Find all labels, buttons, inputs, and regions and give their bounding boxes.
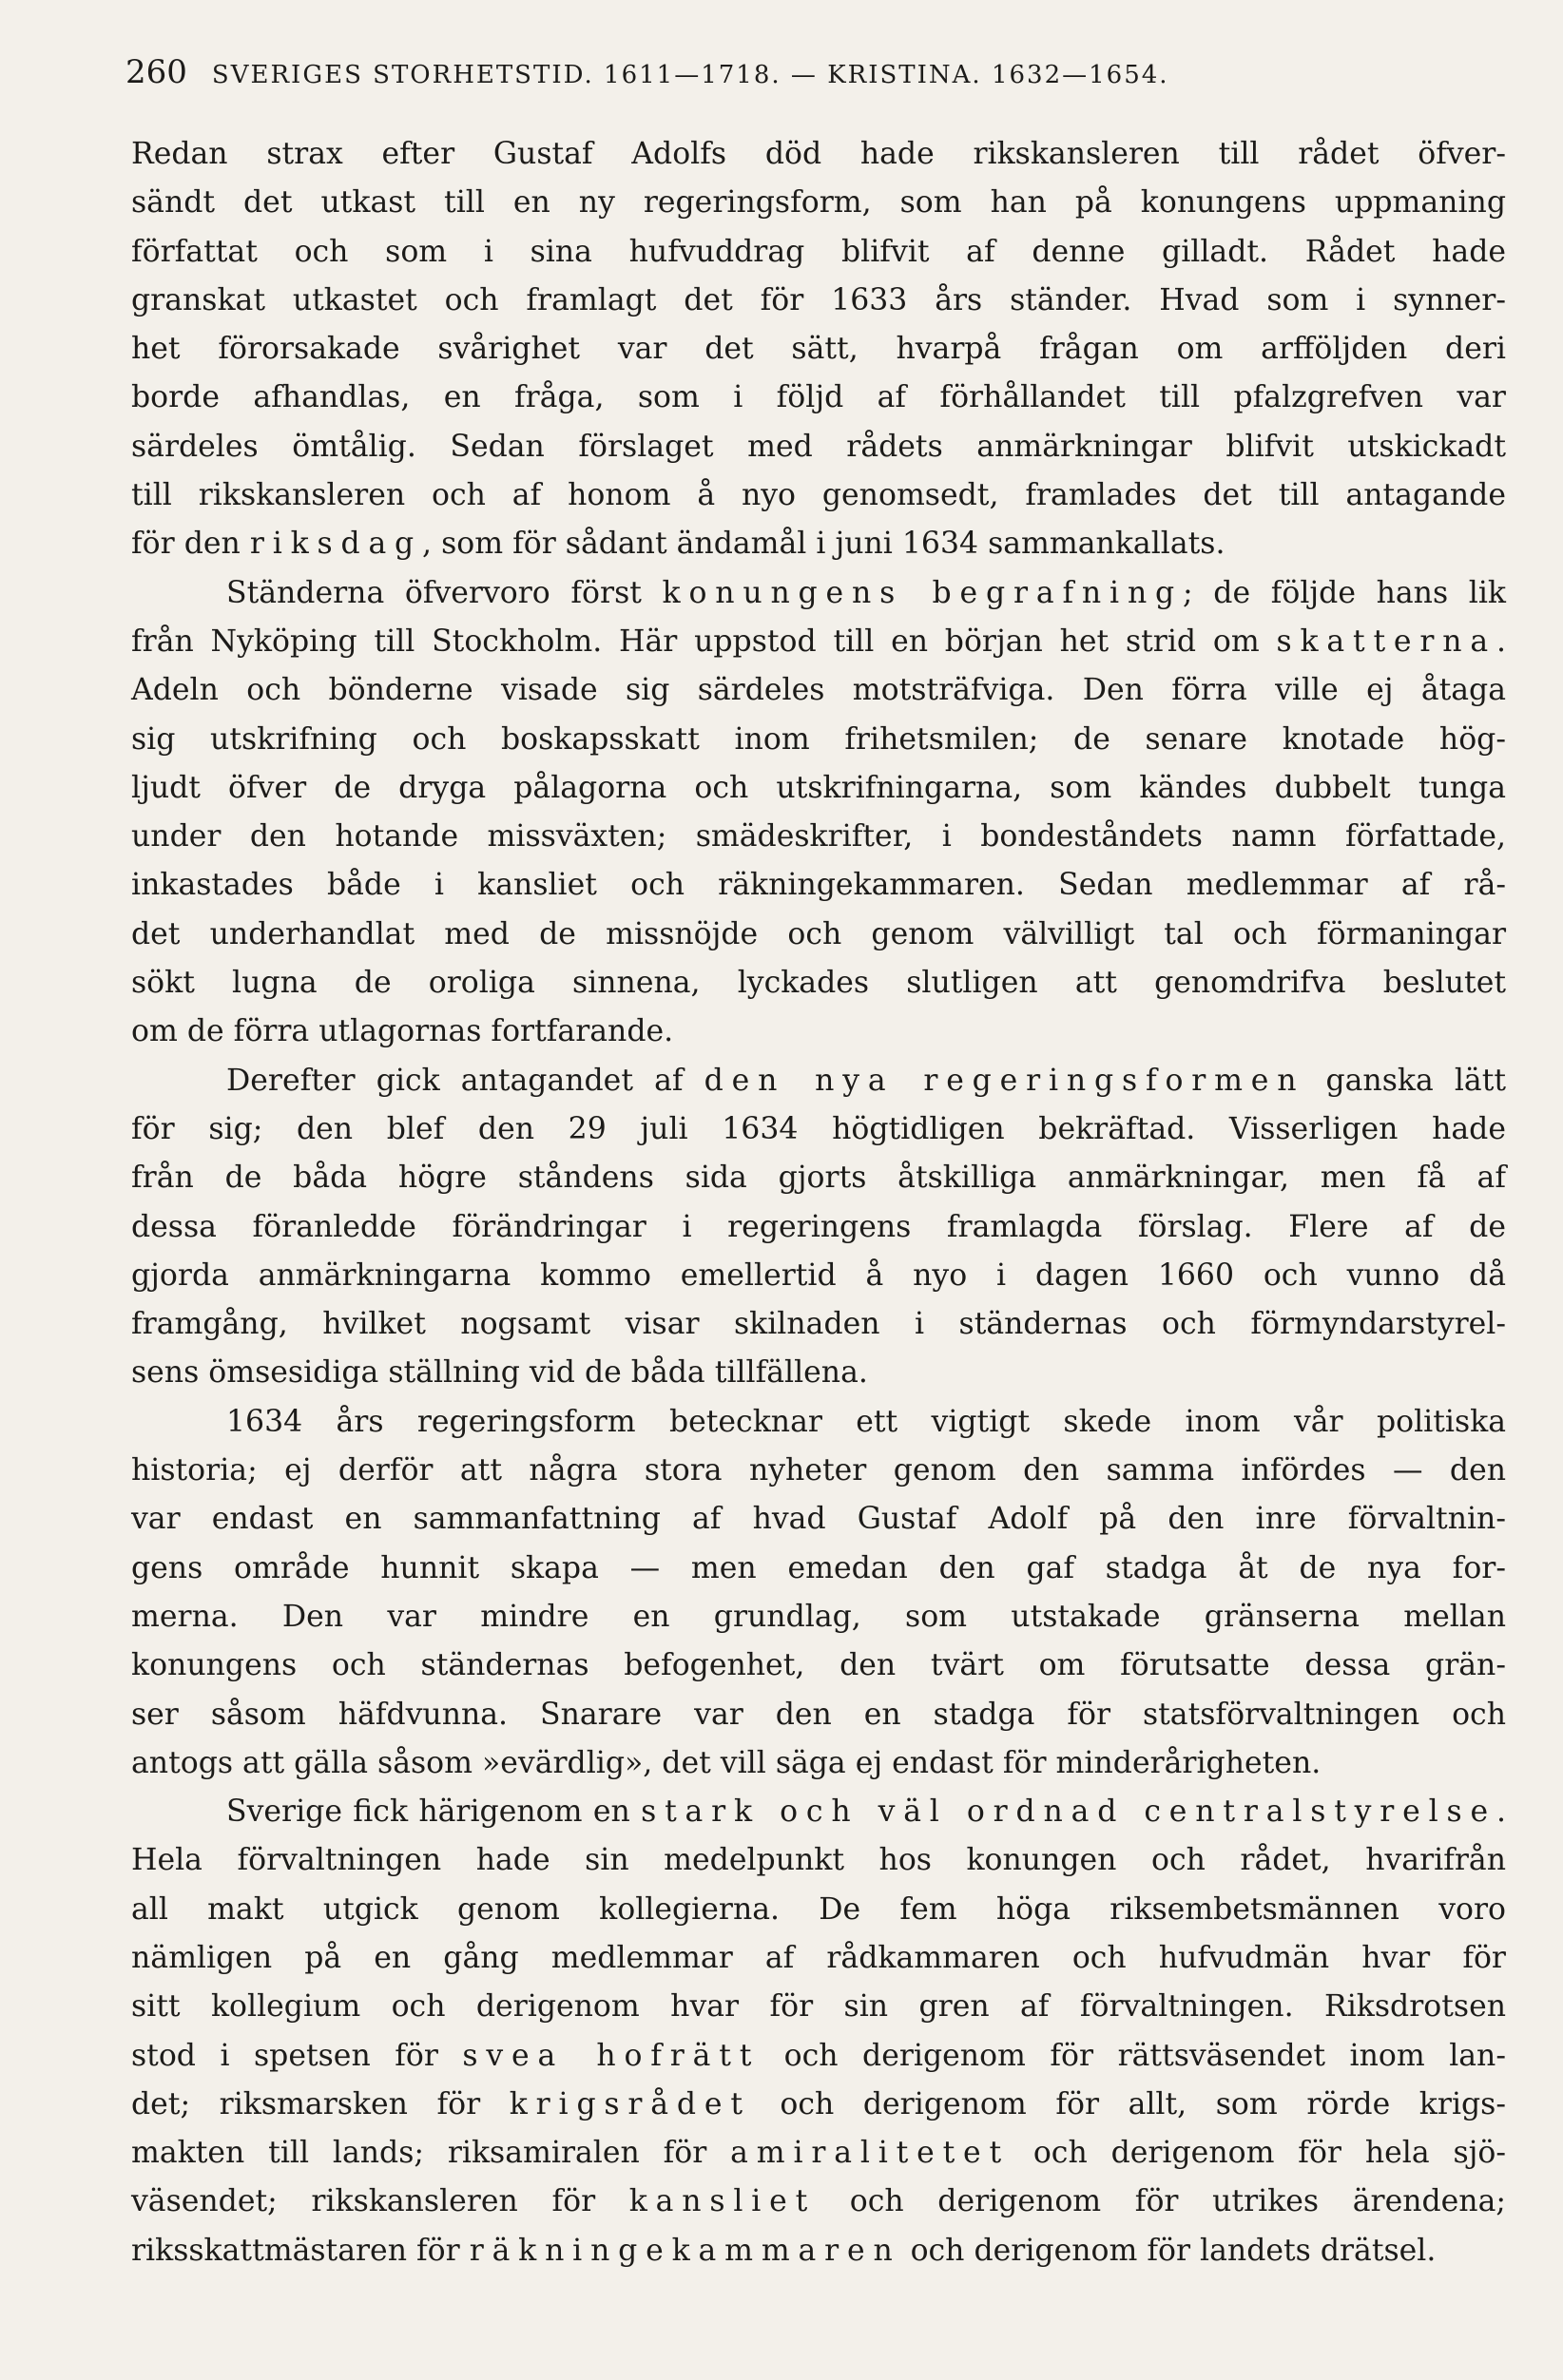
text-segment: . bbox=[1495, 1795, 1506, 1830]
text-segment: nämligen på en gång medlemmar af rådkammaren och hufvudmän hvar för bbox=[131, 1940, 1506, 1975]
text-line bbox=[131, 1252, 1506, 1300]
page-number: 260 bbox=[125, 53, 187, 91]
text-line bbox=[131, 959, 1506, 1008]
text-segment: konungens och ständernas befogenhet, den tvärt om förutsatte dessa grän- bbox=[131, 1648, 1506, 1683]
text-line bbox=[131, 2178, 1506, 2226]
text-segment: och derigenom för utrikes ärendena; bbox=[816, 2184, 1506, 2219]
text-segment: till rikskansleren och af honom å nyo genomsedt, framlades det till antagande bbox=[131, 478, 1506, 513]
text-line bbox=[131, 1593, 1506, 1641]
text-segment: ganska lätt bbox=[1304, 1063, 1507, 1098]
text-line bbox=[131, 1788, 1506, 1836]
text-segment: författat och som i sina hufvuddrag blifvit af denne gilladt. Rådet hade bbox=[131, 234, 1506, 269]
spaced-emphasis: räkningekammaren bbox=[469, 2233, 901, 2268]
text-line bbox=[131, 1886, 1506, 1934]
spaced-emphasis: den nya regeringsformen bbox=[704, 1063, 1305, 1098]
spaced-emphasis: riksdag bbox=[249, 527, 423, 562]
text-line bbox=[131, 2129, 1506, 2178]
text-segment: gjorda anmärkningarna kommo emellertid å nyo i dagen 1660 och vunno då bbox=[131, 1257, 1506, 1293]
text-segment: från Nyköping till Stockholm. Här uppstod till en början het strid om bbox=[131, 624, 1277, 659]
text-segment: granskat utkastet och framlagt det för 1633 års ständer. Hvad som i synner- bbox=[131, 282, 1506, 317]
text-line bbox=[131, 861, 1506, 910]
text-segment: inkastades både i kansliet och räkningekammaren. Sedan medlemmar af rå- bbox=[131, 868, 1506, 903]
text-line bbox=[131, 471, 1506, 520]
text-segment: sens ömsesidiga ställning vid de båda tillfällena. bbox=[131, 1355, 868, 1391]
text-line bbox=[131, 423, 1506, 471]
text-segment: sökt lugna de oroliga sinnena, lyckades slutligen att genomdrifva beslutet bbox=[131, 966, 1506, 1001]
text-segment: för sig; den blef den 29 juli 1634 högtidligen bekräftad. Visserligen hade bbox=[131, 1111, 1506, 1146]
text-segment: dessa föranledde förändringar i regeringens framlagda förslag. Flere af de bbox=[131, 1209, 1506, 1244]
text-segment: 1634 års regeringsform betecknar ett vigtigt skede inom vår politiska bbox=[226, 1404, 1506, 1439]
text-segment: och derigenom för hela sjö- bbox=[1009, 2136, 1506, 2171]
text-segment: Derefter gick antagandet af bbox=[226, 1063, 704, 1098]
text-segment: var endast en sammanfattning af hvad Gustaf Adolf på den inre förvaltnin- bbox=[131, 1502, 1506, 1537]
text-line bbox=[131, 1545, 1506, 1593]
spaced-emphasis: skatterna bbox=[1276, 624, 1496, 659]
text-segment: all makt utgick genom kollegierna. De fem höga riksembetsmännen voro bbox=[131, 1891, 1506, 1927]
text-segment: från de båda högre ståndens sida gjorts åtskilliga anmärkningar, men få af bbox=[131, 1161, 1506, 1196]
text-line bbox=[131, 569, 1506, 618]
text-segment: borde afhandlas, en fråga, som i följd af förhållandet till pfalzgrefven var bbox=[131, 380, 1506, 415]
text-line bbox=[131, 1495, 1506, 1544]
text-segment: het förorsakade svårighet var det sätt, hvarpå frågan om arfföljden deri bbox=[131, 332, 1506, 367]
text-line bbox=[131, 1983, 1506, 2031]
text-line bbox=[131, 618, 1506, 666]
text-segment: . bbox=[1495, 624, 1506, 659]
text-line bbox=[131, 2081, 1506, 2129]
text-line bbox=[131, 716, 1506, 764]
text-line bbox=[131, 228, 1506, 277]
text-segment: sig utskrifning och boskapsskatt inom frihetsmilen; de senare knotade hög- bbox=[131, 721, 1506, 757]
spaced-emphasis: stark och väl ordnad centralstyrelse bbox=[641, 1795, 1496, 1830]
text-line bbox=[131, 666, 1506, 715]
text-line bbox=[131, 1008, 1506, 1056]
text-segment: sitt kollegium och derigenom hvar för sin gren af förvaltningen. Riksdrotsen bbox=[131, 1989, 1506, 2025]
spaced-emphasis: amiralitetet bbox=[730, 2136, 1010, 2171]
text-segment: sändt det utkast till en ny regeringsform, som han på konungens uppmaning bbox=[131, 185, 1506, 221]
text-line bbox=[131, 277, 1506, 325]
text-segment: Adeln och bönderne visade sig särdeles motsträfviga. Den förra ville ej åtaga bbox=[131, 673, 1506, 708]
text-line bbox=[131, 1641, 1506, 1690]
spaced-emphasis: krigsrådet bbox=[509, 2086, 751, 2121]
text-segment: ljudt öfver de dryga pålagorna och utskrifningarna, som kändes dubbelt tunga bbox=[131, 770, 1506, 805]
body-text bbox=[131, 130, 1506, 2275]
text-line bbox=[131, 911, 1506, 959]
text-segment: ; de följde hans lik bbox=[1183, 575, 1506, 610]
text-segment: Hela förvaltningen hade sin medelpunkt hos konungen och rådet, hvarifrån bbox=[131, 1843, 1506, 1878]
text-segment: och derigenom för allt, som rörde krigs- bbox=[750, 2086, 1506, 2121]
running-header bbox=[125, 53, 1457, 91]
text-segment: Sverige fick härigenom en bbox=[226, 1795, 642, 1830]
text-segment: antogs att gälla såsom »evärdlig», det vill säga ej endast för minderårigheten. bbox=[131, 1745, 1322, 1780]
text-line bbox=[131, 1349, 1506, 1397]
text-segment: , som för sådant ändamål i juni 1634 sammankallats. bbox=[422, 527, 1225, 562]
text-segment: gens område hunnit skapa — men emedan den gaf stadga åt de nya for- bbox=[131, 1550, 1506, 1585]
text-line bbox=[131, 1398, 1506, 1447]
text-segment: under den hotande missväxten; smädeskrifter, i bondeståndets namn författade, bbox=[131, 819, 1506, 854]
text-line bbox=[131, 374, 1506, 422]
text-segment: stod i spetsen för bbox=[131, 2038, 463, 2073]
text-segment: merna. Den var mindre en grundlag, som utstakade gränserna mellan bbox=[131, 1599, 1506, 1634]
text-segment: särdeles ömtålig. Sedan förslaget med rådets anmärkningar blifvit utskickadt bbox=[131, 429, 1506, 464]
text-line bbox=[131, 1739, 1506, 1788]
text-line bbox=[131, 1934, 1506, 1983]
text-segment: riksskattmästaren för bbox=[131, 2233, 470, 2268]
text-line bbox=[131, 130, 1506, 179]
text-segment: historia; ej derför att några stora nyheter genom den samma infördes — den bbox=[131, 1453, 1506, 1488]
text-line bbox=[131, 1836, 1506, 1885]
text-line bbox=[131, 813, 1506, 861]
text-segment: makten till lands; riksamiralen för bbox=[131, 2136, 731, 2171]
text-line bbox=[131, 2032, 1506, 2081]
text-line bbox=[131, 325, 1506, 374]
text-line bbox=[131, 1691, 1506, 1739]
text-segment: det; riksmarsken för bbox=[131, 2086, 510, 2121]
text-line bbox=[131, 1154, 1506, 1202]
text-line bbox=[131, 179, 1506, 227]
text-segment: ser såsom häfdvunna. Snarare var den en stadga för statsförvaltningen och bbox=[131, 1697, 1506, 1732]
text-segment: Ständerna öfvervoro först bbox=[226, 575, 663, 610]
text-line bbox=[131, 520, 1506, 568]
text-segment: och derigenom för landets drätsel. bbox=[900, 2233, 1437, 2268]
text-segment: det underhandlat med de missnöjde och genom välvilligt tal och förmaningar bbox=[131, 916, 1506, 951]
running-title: SVERIGES STORHETSTID. 1611—1718. — KRISTINA. 1632—1654. bbox=[211, 61, 1169, 89]
spaced-emphasis: konungens begrafning bbox=[662, 575, 1184, 610]
text-segment: väsendet; rikskansleren för bbox=[131, 2184, 629, 2219]
text-line bbox=[131, 1057, 1506, 1105]
text-segment: framgång, hvilket nogsamt visar skilnaden i ständernas och förmyndarstyrel- bbox=[131, 1307, 1506, 1342]
text-line bbox=[131, 764, 1506, 813]
text-segment: för den bbox=[131, 527, 250, 562]
text-line bbox=[131, 1105, 1506, 1154]
text-line bbox=[131, 1203, 1506, 1252]
text-segment: och derigenom för rättsväsendet inom lan- bbox=[760, 2038, 1506, 2073]
spaced-emphasis: kansliet bbox=[628, 2184, 817, 2219]
text-line bbox=[131, 1447, 1506, 1495]
text-line bbox=[131, 2227, 1506, 2275]
text-segment: Redan strax efter Gustaf Adolfs död hade rikskansleren till rådet öfver- bbox=[131, 137, 1506, 171]
text-segment: om de förra utlagornas fortfarande. bbox=[131, 1014, 674, 1049]
text-line bbox=[131, 1300, 1506, 1349]
spaced-emphasis: svea hofrätt bbox=[462, 2038, 761, 2073]
